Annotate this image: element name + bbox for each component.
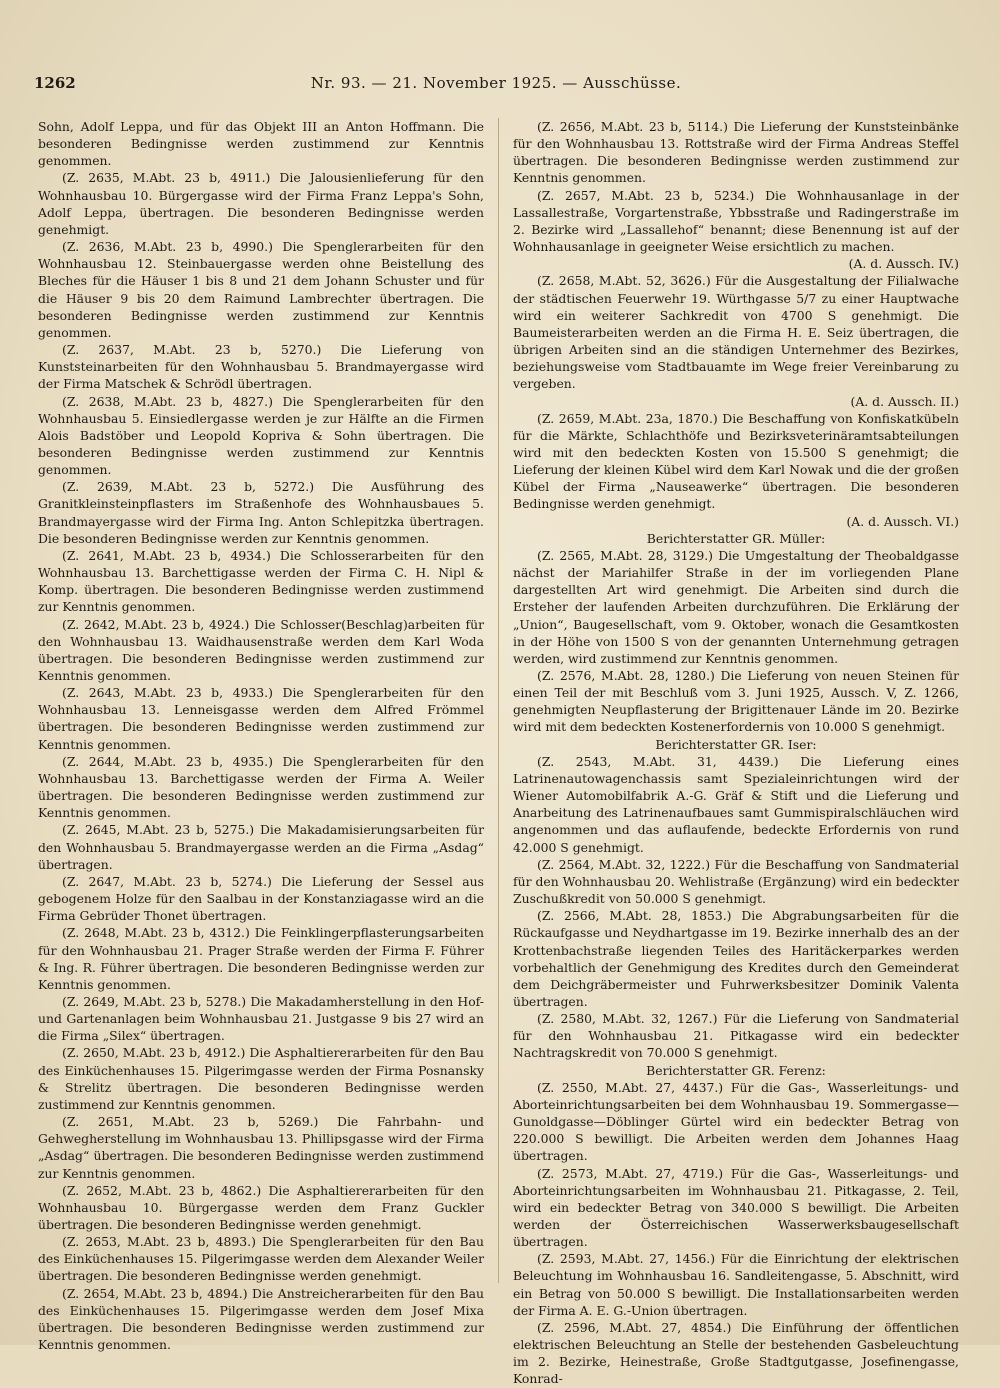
running-title: Nr. 93. — 21. November 1925. — Ausschüsse. [310, 74, 682, 92]
resolution-paragraph: (Z. 2644, M.Abt. 23 b, 4935.) Die Spenglerarbeiten für den Wohnhausbau 13. Barchettigasse werden der Firma A. Weiler übertragen. Die besonderen Bedingnisse werden zustimmend zur Kenntnis genommen. [38, 753, 484, 821]
resolution-paragraph: (Z. 2656, M.Abt. 23 b, 5114.) Die Lieferung der Kunststeinbänke für den Wohnhausbau 13. Rottstraße wird der Firma Andreas Steffel übertragen. Die besonderen Bedingnisse werden zustimmend zur Kenntnis genommen. [513, 119, 959, 186]
resolution-paragraph: (Z. 2659, M.Abt. 23a, 1870.) Die Beschaffung von Konfiskatkübeln für die Märkte, Schlachthöfe und Bezirksveterinäramtsabteilungen wird mit den bedeckten Kosten von 15.500 S genehmigt; die Lieferung der kleinen Kübel wird dem Karl Nowak und die der großen Kübel der Firma „Nauseawerke“ übertragen. Die besonderen Bedingnisse werden genehmigt. [513, 410, 959, 512]
resolution-paragraph: (Z. 2649, M.Abt. 23 b, 5278.) Die Makadamherstellung in den Hof- und Gartenanlagen beim Wohnhausbau 21. Justgasse 9 bis 27 wird an die Firma „Silex“ übertragen. [38, 993, 484, 1044]
column-divider [498, 118, 499, 1283]
resolution-paragraph: (Z. 2639, M.Abt. 23 b, 5272.) Die Ausführung des Granitkleinsteinpflasters im Straßenhofe des Wohnhausbaues 5. Brandmayergasse wird der Firma Ing. Anton Schlepitzka übertragen. Die besonderen Bedingnisse werden zur Kenntnis genommen. [38, 479, 484, 546]
resolution-paragraph: (Z. 2651, M.Abt. 23 b, 5269.) Die Fahrbahn- und Gehwegherstellung im Wohnhausbau 13. Phillipsgasse wird der Firma „Asdag“ übertragen. Die besonderen Bedingnisse werden zustimmend zur Kenntnis genommen. [38, 1114, 484, 1181]
resolution-paragraph: (Z. 2654, M.Abt. 23 b, 4894.) Die Anstreicherarbeiten für den Bau des Einküchenhauses 15. Pilgerimgasse werden dem Josef Mixa übertragen. Die besonderen Bedingnisse werden zustimmend zur Kenntnis genommen. [38, 1285, 484, 1353]
resolution-paragraph: (Z. 2636, M.Abt. 23 b, 4990.) Die Spenglerarbeiten für den Wohnhausbau 12. Steinbauergasse werden ohne Beistellung des Bleches für die Häuser 1 bis 8 und 21 dem Johann Schuster und für die Häuser 9 bis 20 dem Raimund Lambrechter übertragen. Die besonderen Bedingnisse werden zustimmend zur Kenntnis genommen. [38, 239, 484, 340]
resolution-paragraph: (Z. 2645, M.Abt. 23 b, 5275.) Die Makadamisierungsarbeiten für den Wohnhausbau 5. Brandmayergasse werden an die Firma „Asdag“ übertragen. [38, 822, 484, 872]
committee-reference: (A. d. Aussch. II.) [850, 393, 959, 409]
resolution-paragraph: (Z. 2565, M.Abt. 28, 3129.) Die Umgestaltung der Theobaldgasse nächst der Mariahilfer Straße in der im vorliegenden Plane dargestellten Art wird genehmigt. Die Arbeiten sind durch die Ersteher der laufenden Arbeiten durchzuführen. Die Erklärung der „Union“, Baugesellschaft, vom 9. Oktober, wonach die Gesamtkosten in der Höhe von 1500 S von der genannten Unternehmung getragen werden, wird zustimmend zur Kenntnis genommen. [513, 547, 959, 666]
resolution-paragraph: (Z. 2543, M.Abt. 31, 4439.) Die Lieferung eines Latrinenautowagenchassis samt Spezialeinrichtungen wird der Wiener Automobilfabrik A.-G. Gräf & Stift und die Lieferung und Anarbeitung des Latrinenaufbaues samt Gummispiralschläuchen wird angenommen und das auflaufende, bedeckte Erfordernis von rund 42.000 S genehmigt. [513, 753, 959, 855]
committee-reference: (A. d. Aussch. IV.) [848, 256, 959, 272]
resolution-paragraph: (Z. 2648, M.Abt. 23 b, 4312.) Die Feinklingerpflasterungsarbeiten für den Wohnhausbau 21. Prager Straße werden der Firma F. Führer & Ing. R. Führer übertragen. Die besonderen Bedingnisse werden zur Kenntnis genommen. [38, 925, 484, 992]
left-column [38, 118, 484, 1353]
right-column [513, 118, 959, 1388]
resolution-paragraph: (Z. 2647, M.Abt. 23 b, 5274.) Die Lieferung der Sessel aus gebogenem Holze für den Saalbau in der Konstanziagasse wird an die Firma Gebrüder Thonet übertragen. [38, 873, 484, 924]
reporter-heading: Berichterstatter GR. Müller: [646, 530, 826, 546]
resolution-paragraph: (Z. 2564, M.Abt. 32, 1222.) Für die Beschaffung von Sandmaterial für den Wohnhausbau 20. Wehlistraße (Ergänzung) wird ein bedeckter Zuschußkredit von 50.000 S genehmigt. [513, 856, 959, 907]
resolution-paragraph: (Z. 2637, M.Abt. 23 b, 5270.) Die Lieferung von Kunststeinarbeiten für den Wohnhausbau 5. Brandmayergasse wird der Firma Matschek & Schrödl übertragen. [38, 342, 484, 392]
resolution-paragraph: (Z. 2635, M.Abt. 23 b, 4911.) Die Jalousienlieferung für den Wohnhausbau 10. Bürgergasse wird der Firma Franz Leppa's Sohn, Adolf Leppa, übertragen. Die besonderen Bedingnisse werden genehmigt. [38, 170, 484, 237]
resolution-paragraph: (Z. 2566, M.Abt. 28, 1853.) Die Abgrabungsarbeiten für die Rückaufgasse und Neydhartgasse im 19. Bezirke innerhalb des an der Krottenbachstraße liegenden Teiles des Haritäckerparkes werden vorbehaltlich der Genehmigung des Kredites durch den Gemeinderat dem Deichgräbermeister und Fuhrwerksbesitzer Dominik Valenta übertragen. [513, 908, 959, 1009]
reporter-heading: Berichterstatter GR. Ferenz: [646, 1062, 826, 1078]
resolution-paragraph: (Z. 2658, M.Abt. 52, 3626.) Für die Ausgestaltung der Filialwache der städtischen Feuerwehr 19. Würthgasse 5/7 zu einer Hauptwache wird ein weiterer Sachkredit von 4700 S genehmigt. Die Baumeisterarbeiten werden an die Firma H. E. Seiz übertragen, die übrigen Arbeiten sind an die ständigen Unternehmer des Bezirkes, beziehungsweise vom Stadtbauamte im Wege freier Vereinbarung zu vergeben. [513, 273, 959, 392]
resolution-paragraph: Sohn, Adolf Leppa, und für das Objekt III an Anton Hoffmann. Die besonderen Bedingnisse werden zustimmend zur Kenntnis genommen. [38, 119, 484, 169]
page-header [34, 74, 958, 96]
resolution-paragraph: (Z. 2652, M.Abt. 23 b, 4862.) Die Asphaltiererarbeiten für den Wohnhausbau 10. Bürgergasse werden dem Franz Guckler übertragen. Die besonderen Bedingnisse werden genehmigt. [38, 1182, 484, 1232]
resolution-paragraph: (Z. 2657, M.Abt. 23 b, 5234.) Die Wohnhausanlage in der Lassallestraße, Vorgartenstraße, Ybbsstraße und Radingerstraße im 2. Bezirke wird „Lassallehof“ benannt; diese Benennung ist auf der Wohnhausanlage in geeigneter Weise ersichtlich zu machen. [513, 187, 959, 255]
resolution-paragraph: (Z. 2593, M.Abt. 27, 1456.) Für die Einrichtung der elektrischen Beleuchtung im Wohnhausbau 16. Sandleitengasse, 5. Abschnitt, wird ein Betrag von 50.000 S bewilligt. Die Installationsarbeiten werden der Firma A. E. G.-Union übertragen. [513, 1251, 959, 1318]
resolution-paragraph: (Z. 2573, M.Abt. 27, 4719.) Für die Gas-, Wasserleitungs- und Aborteinrichtungsarbeiten im Wohnhausbau 21. Pitkagasse, 2. Teil, wird ein bedeckter Betrag von 340.000 S bewilligt. Die Arbeiten werden der Österreichischen Wasserwerksbaugesellschaft übertragen. [513, 1165, 959, 1250]
page-number: 1262 [34, 74, 76, 92]
resolution-paragraph: (Z. 2641, M.Abt. 23 b, 4934.) Die Schlosserarbeiten für den Wohnhausbau 13. Barchettigasse werden der Firma C. H. Nipl & Komp. übertragen. Die besonderen Bedingnisse werden zustimmend zur Kenntnis genommen. [38, 547, 484, 615]
reporter-heading: Berichterstatter GR. Iser: [655, 736, 817, 752]
resolution-paragraph: (Z. 2638, M.Abt. 23 b, 4827.) Die Spenglerarbeiten für den Wohnhausbau 5. Einsiedlergasse werden je zur Hälfte an die Firmen Alois Badstöber und Leopold Kopriva & Sohn übertragen. Die besonderen Bedingnisse werden zustimmend zur Kenntnis genommen. [38, 393, 484, 478]
resolution-paragraph: (Z. 2576, M.Abt. 28, 1280.) Die Lieferung von neuen Steinen für einen Teil der mit Beschluß vom 3. Juni 1925, Aussch. V, Z. 1266, genehmigten Neupflasterung der Brigittenauer Lände im 20. Bezirke wird mit dem bedeckten Kostenerfordernis von 10.000 S genehmigt. [513, 668, 959, 735]
resolution-paragraph: (Z. 2550, M.Abt. 27, 4437.) Für die Gas-, Wasserleitungs- und Aborteinrichtungsarbeiten bei dem Wohnhausbau 19. Sommergasse—Gunoldgasse—Döblinger Gürtel wird ein bedeckter Betrag von 220.000 S bewilligt. Die Arbeiten werden dem Johannes Haag übertragen. [513, 1079, 959, 1164]
resolution-paragraph: (Z. 2596, M.Abt. 27, 4854.) Die Einführung der öffentlichen elektrischen Beleuchtung an Stelle der bestehenden Gasbeleuchtung im 2. Bezirke, Heinestraße, Große Stadtgutgasse, Josefinengasse, Konrad- [513, 1319, 959, 1387]
resolution-paragraph: (Z. 2650, M.Abt. 23 b, 4912.) Die Asphaltiererarbeiten für den Bau des Einküchenhauses 15. Pilgerimgasse werden der Firma Posnansky & Strelitz übertragen. Die besonderen Bedingnisse werden zustimmend zur Kenntnis genommen. [38, 1045, 484, 1112]
resolution-paragraph: (Z. 2643, M.Abt. 23 b, 4933.) Die Spenglerarbeiten für den Wohnhausbau 13. Lenneisgasse werden dem Alfred Frömmel übertragen. Die besonderen Bedingnisse werden zustimmend zur Kenntnis genommen. [38, 685, 484, 752]
resolution-paragraph: (Z. 2642, M.Abt. 23 b, 4924.) Die Schlosser(Beschlag)arbeiten für den Wohnhausbau 13. Waidhausenstraße werden dem Karl Woda übertragen. Die besonderen Bedingnisse werden zustimmend zur Kenntnis genommen. [38, 616, 484, 683]
resolution-paragraph: (Z. 2580, M.Abt. 32, 1267.) Für die Lieferung von Sandmaterial für den Wohnhausbau 21. Pitkagasse wird ein bedeckter Nachtragskredit von 70.000 S genehmigt. [513, 1011, 959, 1061]
committee-reference: (A. d. Aussch. VI.) [846, 513, 959, 529]
resolution-paragraph: (Z. 2653, M.Abt. 23 b, 4893.) Die Spenglerarbeiten für den Bau des Einküchenhauses 15. Pilgerimgasse werden dem Alexander Weiler übertragen. Die besonderen Bedingnisse werden genehmigt. [38, 1234, 484, 1284]
